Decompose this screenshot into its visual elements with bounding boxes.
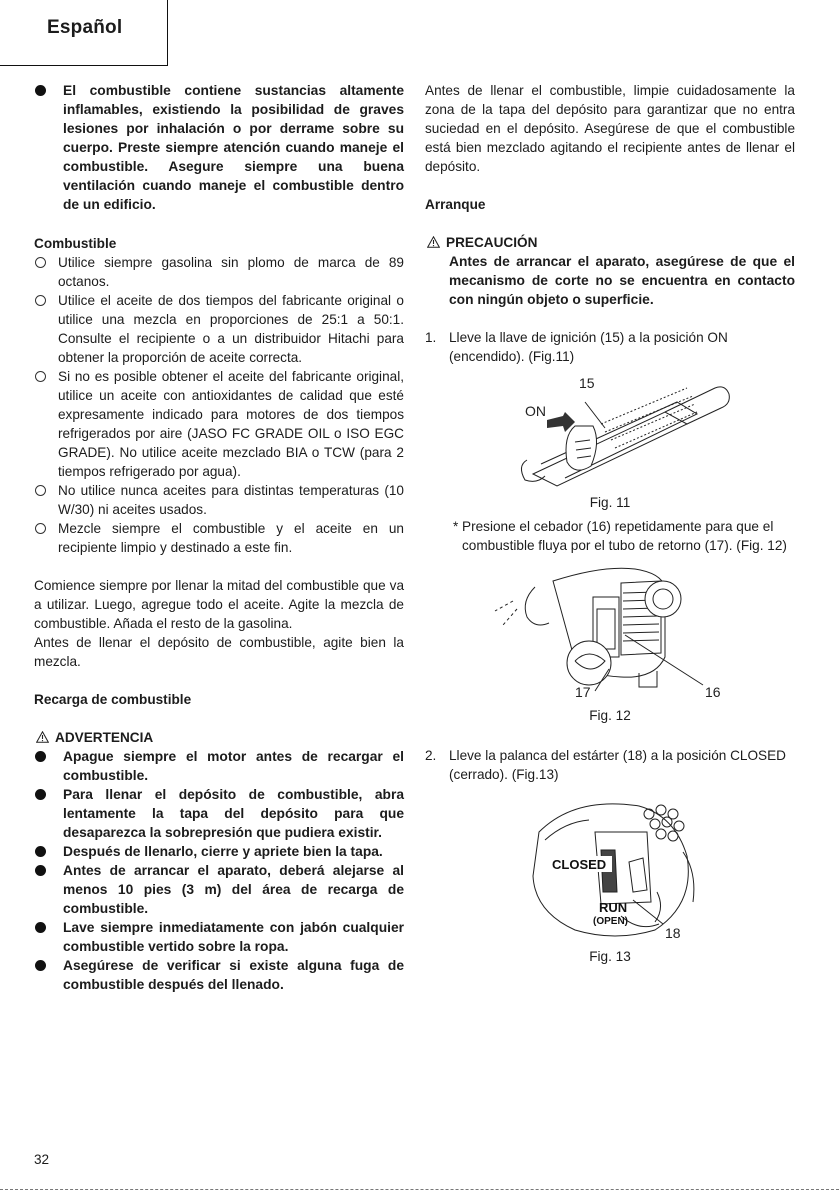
intro-warning-text: El combustible contiene sustancias altamente inflamables, existiendo la posibilidad de graves lesiones por inhalación o por derrame sobre su cuerpo. Preste siempre atención cuando maneje el combustible. Asegure siempre una buena ventilación cuando maneje el combustible dentro de un edificio.: [63, 83, 404, 212]
fig12-label-16: 16: [705, 684, 721, 700]
step-2: [425, 746, 795, 784]
right-intro-paragraph: Antes de llenar el combustible, limpie cuidadosamente la zona de la tapa del depósito para garantizar que no entra suciedad en el depósito. Asegúrese de que el combustible está bien mezclado agitando el recipiente antes de llenar el depósito.: [425, 83, 795, 174]
figure-12: [425, 561, 795, 726]
bullet-dot-icon: [35, 85, 46, 96]
advertencia-item: [34, 918, 404, 956]
advertencia-item: [34, 956, 404, 994]
bullet-dot-icon: [35, 960, 46, 971]
advertencia-item: [34, 842, 404, 861]
figure-13: [425, 792, 795, 962]
advertencia-item-text: Lave siempre inmediatamente con jabón cualquier combustible vertido sobre la ropa.: [63, 920, 404, 954]
fig13-label-18: 18: [665, 925, 681, 941]
language-label: Español: [47, 17, 123, 38]
left-column: [34, 81, 404, 994]
choke-lever-illustration: [425, 792, 795, 942]
right-column: [425, 81, 795, 962]
combustible-item: [34, 481, 404, 519]
precaucion-text: Antes de arrancar el aparato, asegúrese de que el mecanismo de corte no se encuentra en contacto con ningún objeto o superficie.: [449, 254, 795, 307]
combustible-item: [34, 291, 404, 367]
fig13-label-open: (OPEN): [593, 916, 628, 927]
figure-11: [425, 366, 795, 511]
circle-bullet-icon: [35, 371, 46, 382]
note-marker: *: [453, 519, 459, 534]
bullet-dot-icon: [35, 789, 46, 800]
fig11-label-on: ON: [525, 403, 546, 419]
advertencia-item-text: Asegúrese de verificar si existe alguna fuga de combustible después del llenado.: [63, 958, 404, 992]
combustible-item: [34, 367, 404, 481]
advertencia-label: ADVERTENCIA: [55, 730, 154, 745]
advertencia-item-text: Antes de arrancar el aparato, deberá alejarse al menos 10 pies (3 m) del área de recarga de combustible.: [63, 863, 404, 916]
combustible-item-text: Utilice siempre gasolina sin plomo de marca de 89 octanos.: [58, 255, 404, 289]
advertencia-item: [34, 861, 404, 918]
recarga-heading: Recarga de combustible: [34, 692, 192, 707]
bullet-dot-icon: [35, 751, 46, 762]
fig13-label-closed: CLOSED: [552, 857, 607, 872]
fig12-label-17: 17: [575, 684, 591, 700]
mix-paragraph: Antes de llenar el depósito de combustible, agite bien la mezcla.: [34, 635, 404, 669]
note-text: Presione el cebador (16) repetidamente para que el combustible fluya por el tubo de retorno (17). (Fig. 12): [462, 519, 787, 553]
step-text: Lleve la palanca del estárter (18) a la posición CLOSED (cerrado). (Fig.13): [449, 748, 787, 782]
fig11-caption: Fig. 11: [589, 495, 631, 510]
combustible-item: [34, 253, 404, 291]
combustible-item-text: Si no es posible obtener el aceite del fabricante original, utilice un aceite con antioxidantes de calidad que esté expresamente indicado para motores de dos tiempos refrigerados por aire (JASO FC GRADE OIL o ISO EGC GRADE). No utilice aceite mezclado BIA o TCW (para 2 tiempos refrigerado por agua).: [58, 369, 404, 479]
note-item: [425, 517, 795, 555]
combustible-heading: Combustible: [34, 236, 117, 251]
combustible-item-text: No utilice nunca aceites para distintas temperaturas (10 W/30) ni aceites usados.: [58, 483, 404, 517]
primer-bulb-illustration: [425, 561, 795, 701]
advertencia-item: [34, 747, 404, 785]
mix-paragraph: Comience siempre por llenar la mitad del combustible que va a utilizar. Luego, agregue todo el aceite. Agite la mezcla de combustible. Añada el resto de la gasolina.: [34, 578, 404, 631]
advertencia-heading: [34, 728, 404, 747]
combustible-item-text: Utilice el aceite de dos tiempos del fabricante original o utilice una mezcla en proporciones de 25:1 a 50:1. Consulte el recipiente o a un distribuidor Hitachi para obtener la proporción de aceite correcta.: [58, 293, 404, 365]
step-number: 2.: [425, 748, 437, 763]
circle-bullet-icon: [35, 295, 46, 306]
page-number: 32: [34, 1152, 50, 1167]
circle-bullet-icon: [35, 257, 46, 268]
advertencia-item-text: Después de llenarlo, cierre y apriete bien la tapa.: [63, 844, 383, 859]
warning-triangle-icon: [427, 236, 440, 248]
step-1: [425, 328, 795, 366]
precaucion-label: PRECAUCIÓN: [446, 235, 538, 250]
step-number: 1.: [425, 330, 437, 345]
warning-triangle-icon: [36, 731, 49, 743]
combustible-item-text: Mezcle siempre el combustible y el aceite en un recipiente limpio y destinado a este fin.: [58, 521, 404, 555]
intro-warning: [34, 81, 404, 214]
advertencia-item-text: Apague siempre el motor antes de recargar el combustible.: [63, 749, 404, 783]
fig11-label-15: 15: [579, 375, 595, 391]
fig13-label-run: RUN: [599, 900, 628, 915]
bullet-dot-icon: [35, 922, 46, 933]
combustible-item: [34, 519, 404, 557]
bullet-dot-icon: [35, 846, 46, 857]
arranque-heading: Arranque: [425, 197, 486, 212]
bullet-dot-icon: [35, 865, 46, 876]
language-tab: [0, 0, 168, 66]
step-text: Lleve la llave de ignición (15) a la posición ON (encendido). (Fig.11): [449, 330, 728, 364]
fig13-caption: Fig. 13: [589, 949, 631, 964]
circle-bullet-icon: [35, 523, 46, 534]
circle-bullet-icon: [35, 485, 46, 496]
precaucion-heading: [425, 233, 795, 252]
advertencia-item: [34, 785, 404, 842]
ignition-switch-illustration: [425, 366, 795, 488]
fig12-caption: Fig. 12: [589, 708, 631, 723]
advertencia-item-text: Para llenar el depósito de combustible, abra lentamente la tapa del depósito para que desaparezca la sobrepresión que pudiera existir.: [63, 787, 404, 840]
footer-divider: [0, 1189, 839, 1190]
